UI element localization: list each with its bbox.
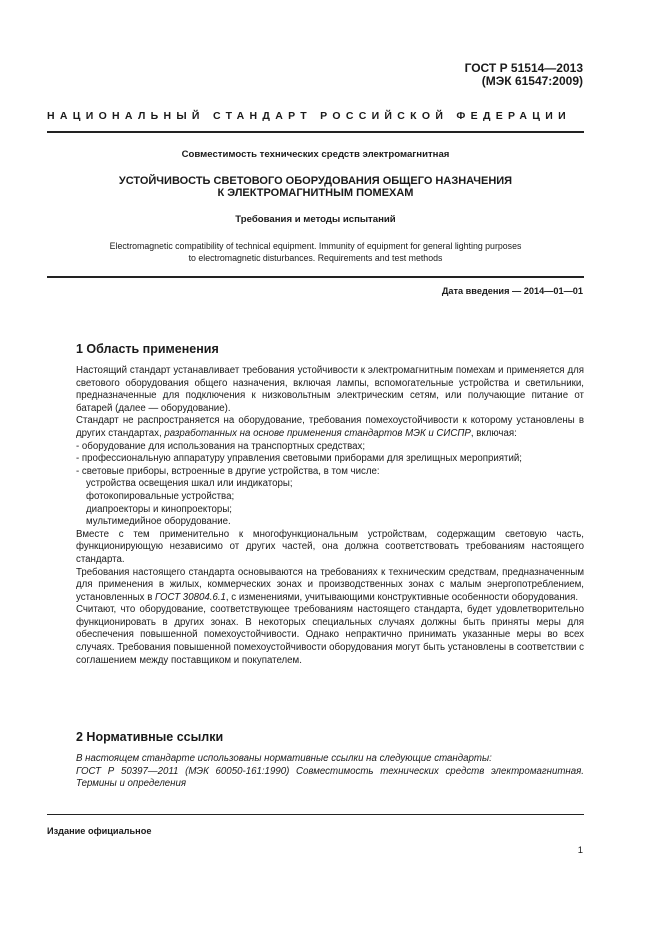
title-main-line2: К ЭЛЕКТРОМАГНИТНЫМ ПОМЕХАМ bbox=[217, 187, 414, 199]
section1-paragraph-2 bbox=[76, 415, 584, 440]
section1-p1-text: Настоящий стандарт устанавливает требования устойчивости к электромагнитным помехам и применяется для светового оборудования общего назначения, включая лампы, вспомогательные устройства и светильники, предназначенные для подключения к низковольтным электрическим сетям, или получающие питание от батарей (далее — оборудование). bbox=[76, 365, 584, 414]
title-rule bbox=[47, 276, 584, 278]
title-english bbox=[47, 240, 584, 264]
section1-body bbox=[76, 365, 584, 667]
section1-p2c-text: , включая: bbox=[470, 427, 517, 439]
list-subitem: мультимедийное оборудование. bbox=[86, 516, 231, 528]
section1-p2b-text: разработанных на основе применения стандартов МЭК и СИСПР bbox=[164, 427, 471, 439]
section1-paragraph-3: Вместе с тем применительно к многофункциональным устройствам, содержащим световую часть, функционирующую независимо от других частей, она должна соответствовать требованиям настоящего стандарта. bbox=[76, 528, 584, 565]
edition-label: Издание официальное bbox=[47, 826, 152, 836]
section1-paragraph-5: Считают, что оборудование, соответствующее требованиям настоящего стандарта, будет удовлетворительно функционировать в других зонах. В некоторых специальных случаях должны быть приняты меры для обеспечения повышенной помехоустойчивости. Однако непрактично принимать указанные меры во всех случаях. Требования повышенной помехоустойчивости оборудования могут быть установлены в соответствии с соглашением между поставщиком и покупателем. bbox=[76, 604, 584, 666]
title-series: Совместимость технических средств электромагнитная bbox=[181, 149, 450, 160]
section2-paragraph-1: В настоящем стандарте использованы нормативные ссылки на следующие стандарты: bbox=[76, 753, 492, 764]
list-subitem: диапроекторы и кинопроекторы; bbox=[86, 503, 232, 515]
national-standard-heading: НАЦИОНАЛЬНЫЙ СТАНДАРТ РОССИЙСКОЙ ФЕДЕРАЦИИ bbox=[47, 110, 571, 122]
header-rule bbox=[47, 131, 584, 133]
list-subitem: фотокопировальные устройства; bbox=[86, 490, 235, 502]
section1-paragraph-4 bbox=[76, 567, 584, 605]
standard-code bbox=[465, 62, 583, 88]
title-main bbox=[47, 175, 584, 199]
list-subitem: устройства освещения шкал или индикаторы; bbox=[86, 478, 293, 490]
footer-rule bbox=[47, 814, 584, 815]
standard-code-line2: (МЭК 61547:2009) bbox=[481, 74, 583, 88]
section1-p2a-text: Стандарт не распространяется на оборудование, требования помехоустойчивости к которому установлены в других стандартах, bbox=[76, 415, 584, 439]
section2-body bbox=[76, 753, 584, 791]
list-item: - световые приборы, встроенные в другие устройства, в том числе: bbox=[76, 465, 380, 477]
section1-heading: 1 Область применения bbox=[76, 342, 219, 356]
section1-p4c-text: , с изменениями, учитывающими конструктивные особенности оборудования. bbox=[225, 591, 579, 603]
list-item: - профессиональную аппаратуру управления световыми приборами для зрелищных мероприятий; bbox=[76, 453, 522, 465]
introduction-date: Дата введения — 2014—01—01 bbox=[441, 286, 583, 296]
title-subtitle: Требования и методы испытаний bbox=[235, 214, 396, 225]
title-english-line2: to electromagnetic disturbances. Requirements and test methods bbox=[188, 253, 443, 263]
section2-paragraph-2: ГОСТ Р 50397—2011 (МЭК 60050-161:1990) Совместимость технических средств электромагнитная. Термины и определения bbox=[76, 765, 584, 790]
title-main-line1: УСТОЙЧИВОСТЬ СВЕТОВОГО ОБОРУДОВАНИЯ ОБЩЕГО НАЗНАЧЕНИЯ bbox=[118, 175, 513, 187]
section2-heading: 2 Нормативные ссылки bbox=[76, 730, 224, 744]
page-number: 1 bbox=[577, 845, 583, 856]
section1-p4b-text: ГОСТ 30804.6.1 bbox=[155, 591, 226, 603]
section1-p4a-text: Требования настоящего стандарта основываются на требованиях к техническим средствам, предназначенным для применения в жилых, коммерческих зонах и производственных зонах с малым энергопотреблением, установленных в bbox=[76, 566, 584, 603]
section1-paragraph-1 bbox=[76, 365, 584, 415]
title-english-line1: Electromagnetic compatibility of technical equipment. Immunity of equipment for general lighting purposes bbox=[109, 241, 522, 251]
standard-code-line1: ГОСТ Р 51514—2013 bbox=[464, 61, 583, 75]
list-item: - оборудование для использования на транспортных средствах; bbox=[76, 440, 366, 452]
